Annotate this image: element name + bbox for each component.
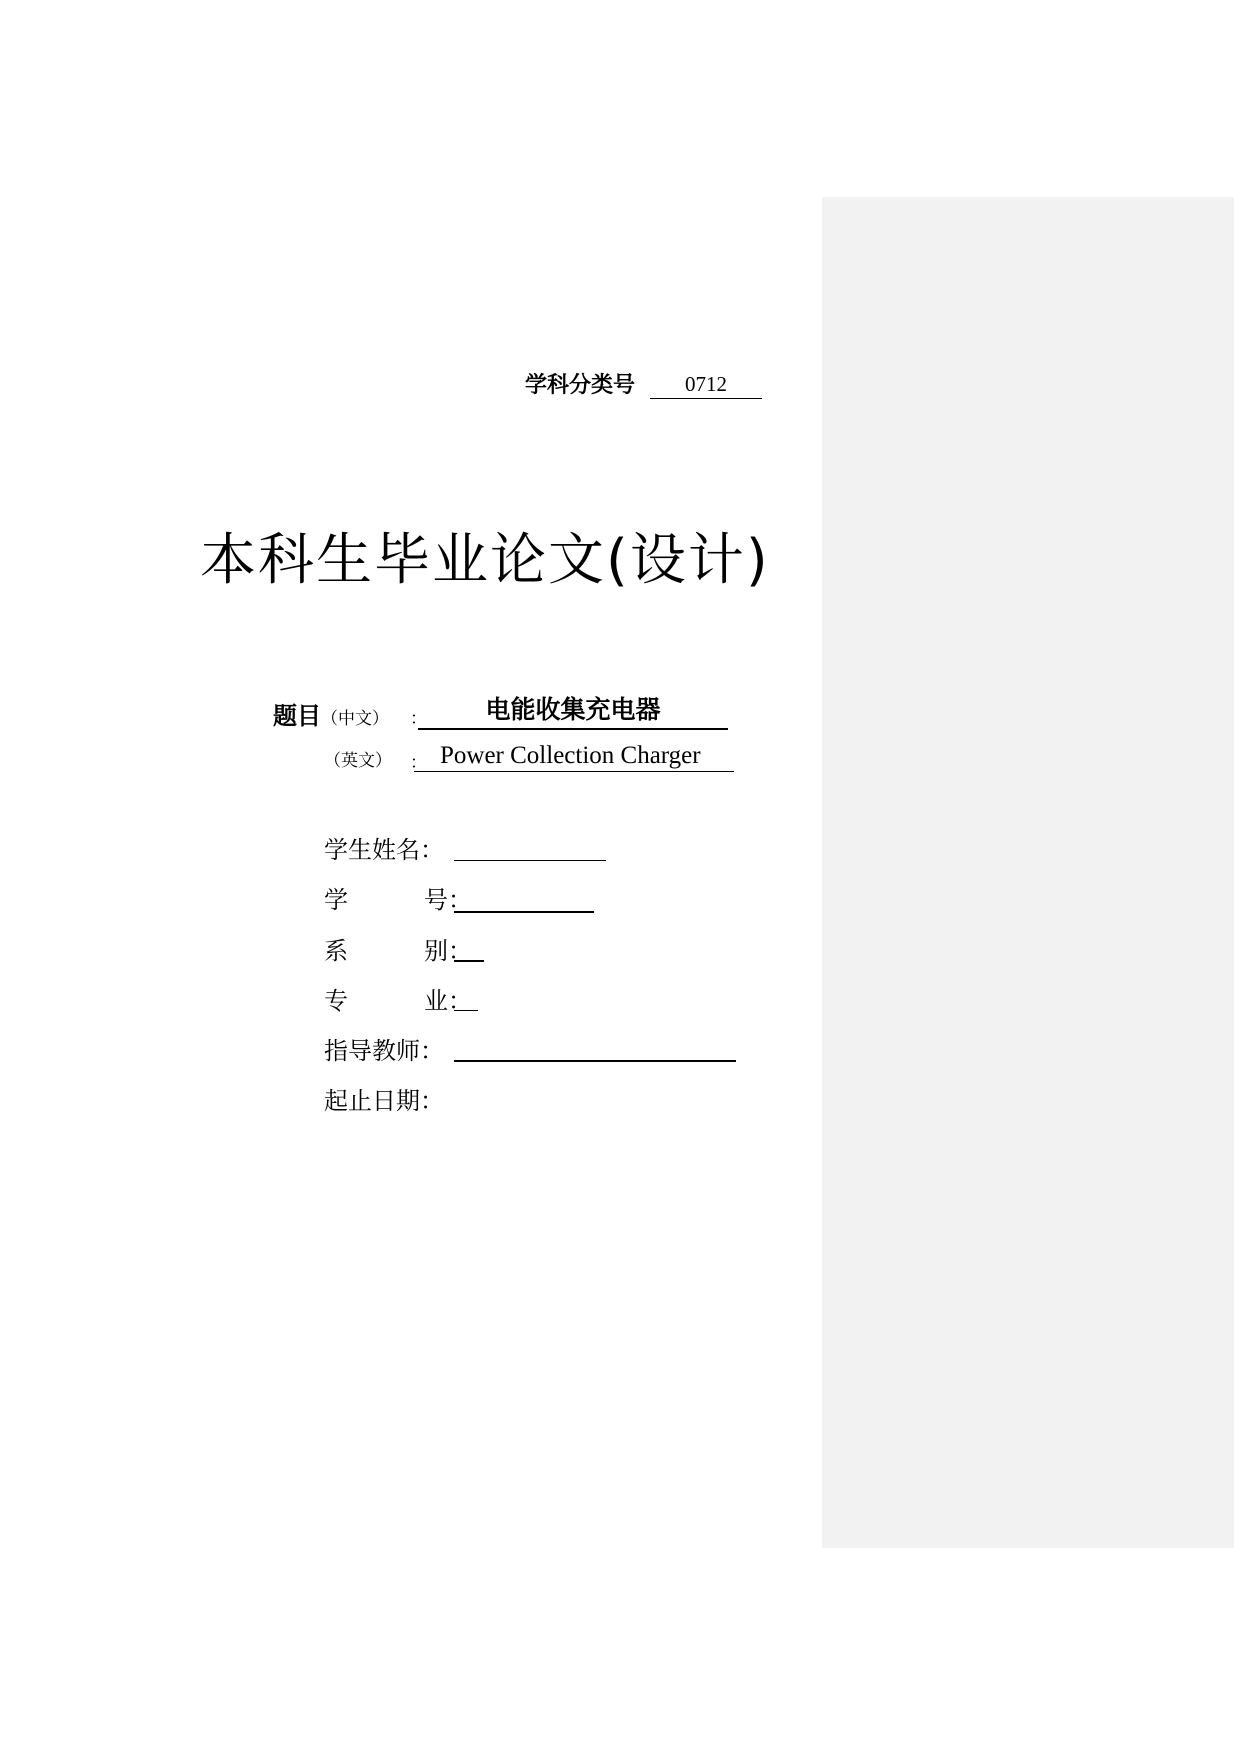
major-label: [324, 981, 472, 1016]
topic-cn-value: 电能收集充电器: [418, 694, 728, 730]
student-id-label-part2: 号：: [424, 886, 472, 914]
department-label-part2: 别：: [424, 937, 472, 965]
department-line: [454, 960, 484, 962]
student-name-line: [454, 860, 606, 861]
major-line: [454, 1010, 478, 1011]
major-label-part2: 业：: [424, 987, 472, 1015]
major-label-part1: 专: [324, 987, 348, 1015]
topic-cn-colon: ：: [410, 709, 427, 729]
student-id-label-part1: 学: [324, 886, 348, 914]
classification-value: 0712: [650, 370, 762, 399]
dates-label: 起止日期：: [324, 1087, 444, 1115]
advisor-label: 指导教师：: [324, 1037, 444, 1065]
student-id-line: [454, 911, 594, 913]
document-title: 本科生毕业论文(设计): [200, 528, 770, 593]
topic-label: [273, 696, 389, 731]
student-name-label: 学生姓名：: [324, 836, 444, 864]
topic-label-text: 题目: [273, 702, 321, 730]
topic-en-colon: ：: [410, 753, 427, 773]
classification-label: 学科分类号: [525, 373, 636, 398]
advisor-line: [454, 1060, 736, 1062]
department-label-part1: 系: [324, 937, 348, 965]
topic-en-value: Power Collection Charger: [414, 740, 734, 772]
topic-cn-tag: （中文）: [321, 709, 389, 729]
department-label: [324, 931, 472, 966]
comment-margin-pane: [822, 197, 1234, 1548]
topic-en-tag: （英文）: [324, 751, 392, 771]
student-id-label: [324, 880, 472, 915]
